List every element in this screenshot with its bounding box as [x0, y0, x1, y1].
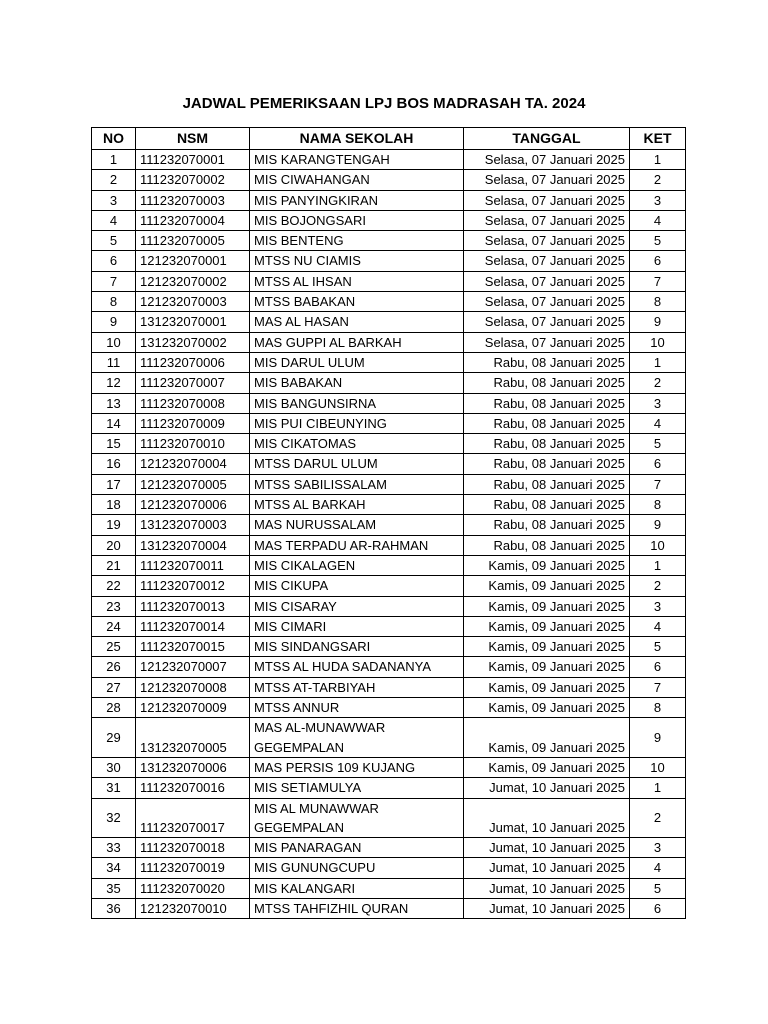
cell-nsm: 121232070004: [136, 454, 250, 474]
cell-ket: 4: [630, 616, 686, 636]
cell-nsm: 131232070006: [136, 757, 250, 777]
table-row: [92, 858, 686, 878]
cell-ket: 7: [630, 271, 686, 291]
cell-no: 30: [92, 757, 136, 777]
cell-nsm: 111232070006: [136, 352, 250, 372]
cell-no: 14: [92, 413, 136, 433]
cell-nama-sekolah: MTSS DARUL ULUM: [250, 454, 464, 474]
cell-tanggal: Selasa, 07 Januari 2025: [464, 231, 630, 251]
cell-nama-sekolah: MIS PUI CIBEUNYING: [250, 413, 464, 433]
cell-nama-sekolah: MAS GUPPI AL BARKAH: [250, 332, 464, 352]
table-row: [92, 637, 686, 657]
cell-no: 27: [92, 677, 136, 697]
cell-no: 25: [92, 637, 136, 657]
cell-ket: 1: [630, 150, 686, 170]
cell-ket: 3: [630, 596, 686, 616]
table-row: [92, 898, 686, 918]
cell-no: 3: [92, 190, 136, 210]
table-row: [92, 474, 686, 494]
table-row: [92, 718, 686, 758]
cell-nama-sekolah: MIS CIKUPA: [250, 576, 464, 596]
cell-nsm: 111232070010: [136, 434, 250, 454]
cell-nsm: 121232070005: [136, 474, 250, 494]
cell-nama-sekolah: MIS SINDANGSARI: [250, 637, 464, 657]
cell-nsm: 131232070005: [136, 718, 250, 758]
cell-nsm: 131232070001: [136, 312, 250, 332]
cell-ket: 6: [630, 454, 686, 474]
cell-nsm: 111232070005: [136, 231, 250, 251]
cell-nsm: 111232070002: [136, 170, 250, 190]
cell-tanggal: Kamis, 09 Januari 2025: [464, 616, 630, 636]
cell-no: 6: [92, 251, 136, 271]
table-row: [92, 576, 686, 596]
cell-nama-sekolah: MIS BABAKAN: [250, 373, 464, 393]
table-row: [92, 292, 686, 312]
cell-nsm: 111232070004: [136, 210, 250, 230]
cell-tanggal: Selasa, 07 Januari 2025: [464, 271, 630, 291]
cell-no: 13: [92, 393, 136, 413]
cell-nama-sekolah: MTSS AL HUDA SADANANYA: [250, 657, 464, 677]
table-row: [92, 190, 686, 210]
table-row: [92, 271, 686, 291]
cell-ket: 1: [630, 555, 686, 575]
table-row: [92, 657, 686, 677]
cell-ket: 10: [630, 757, 686, 777]
table-row: [92, 373, 686, 393]
cell-nama-sekolah: MIS CIWAHANGAN: [250, 170, 464, 190]
cell-no: 19: [92, 515, 136, 535]
cell-no: 36: [92, 898, 136, 918]
cell-tanggal: Kamis, 09 Januari 2025: [464, 657, 630, 677]
cell-nama-sekolah: MIS PANARAGAN: [250, 838, 464, 858]
cell-ket: 2: [630, 576, 686, 596]
table-row: [92, 210, 686, 230]
cell-no: 9: [92, 312, 136, 332]
cell-nsm: 121232070008: [136, 677, 250, 697]
cell-ket: 8: [630, 698, 686, 718]
cell-nama-sekolah: MTSS AL BARKAH: [250, 495, 464, 515]
cell-tanggal: Selasa, 07 Januari 2025: [464, 190, 630, 210]
cell-no: 26: [92, 657, 136, 677]
table-body: [92, 150, 686, 919]
cell-nsm: 111232070009: [136, 413, 250, 433]
cell-tanggal: Jumat, 10 Januari 2025: [464, 798, 630, 838]
cell-ket: 2: [630, 798, 686, 838]
table-row: [92, 778, 686, 798]
table-row: [92, 596, 686, 616]
cell-no: 28: [92, 698, 136, 718]
cell-no: 21: [92, 555, 136, 575]
cell-nsm: 111232070020: [136, 878, 250, 898]
cell-nama-sekolah: MIS CIMARI: [250, 616, 464, 636]
cell-no: 34: [92, 858, 136, 878]
cell-tanggal: Rabu, 08 Januari 2025: [464, 352, 630, 372]
cell-no: 2: [92, 170, 136, 190]
table-row: [92, 535, 686, 555]
cell-nama-sekolah: MIS DARUL ULUM: [250, 352, 464, 372]
cell-nama-sekolah: MIS BANGUNSIRNA: [250, 393, 464, 413]
cell-tanggal: Rabu, 08 Januari 2025: [464, 434, 630, 454]
table-row: [92, 515, 686, 535]
cell-nama-sekolah: MIS CISARAY: [250, 596, 464, 616]
cell-ket: 4: [630, 210, 686, 230]
cell-nama-sekolah: MAS AL HASAN: [250, 312, 464, 332]
cell-ket: 10: [630, 535, 686, 555]
cell-nama-sekolah: MIS CIKATOMAS: [250, 434, 464, 454]
cell-nsm: 111232070013: [136, 596, 250, 616]
cell-ket: 5: [630, 434, 686, 454]
table-row: [92, 454, 686, 474]
cell-nama-sekolah: MTSS NU CIAMIS: [250, 251, 464, 271]
table-row: [92, 878, 686, 898]
cell-nama-sekolah: MIS PANYINGKIRAN: [250, 190, 464, 210]
cell-no: 31: [92, 778, 136, 798]
cell-ket: 5: [630, 878, 686, 898]
cell-nsm: 111232070001: [136, 150, 250, 170]
header-no: NO: [92, 128, 136, 150]
table-row: [92, 332, 686, 352]
cell-nsm: 111232070019: [136, 858, 250, 878]
table-row: [92, 616, 686, 636]
cell-tanggal: Selasa, 07 Januari 2025: [464, 210, 630, 230]
cell-no: 35: [92, 878, 136, 898]
cell-no: 1: [92, 150, 136, 170]
header-ket: KET: [630, 128, 686, 150]
table-row: [92, 251, 686, 271]
cell-no: 23: [92, 596, 136, 616]
table-row: [92, 231, 686, 251]
cell-tanggal: Rabu, 08 Januari 2025: [464, 535, 630, 555]
cell-nama-sekolah: MAS PERSIS 109 KUJANG: [250, 757, 464, 777]
cell-ket: 8: [630, 495, 686, 515]
cell-ket: 3: [630, 838, 686, 858]
cell-nama-sekolah: MIS BOJONGSARI: [250, 210, 464, 230]
cell-nsm: 111232070017: [136, 798, 250, 838]
cell-nama-sekolah: MTSS SABILISSALAM: [250, 474, 464, 494]
cell-tanggal: Rabu, 08 Januari 2025: [464, 373, 630, 393]
cell-ket: 9: [630, 312, 686, 332]
cell-tanggal: Kamis, 09 Januari 2025: [464, 757, 630, 777]
table-row: [92, 555, 686, 575]
cell-nsm: 121232070002: [136, 271, 250, 291]
cell-no: 20: [92, 535, 136, 555]
cell-ket: 4: [630, 413, 686, 433]
cell-ket: 9: [630, 515, 686, 535]
cell-no: 22: [92, 576, 136, 596]
cell-tanggal: Selasa, 07 Januari 2025: [464, 251, 630, 271]
cell-ket: 8: [630, 292, 686, 312]
cell-nama-sekolah: MIS BENTENG: [250, 231, 464, 251]
cell-ket: 1: [630, 352, 686, 372]
cell-nsm: 111232070011: [136, 555, 250, 575]
cell-nsm: 131232070002: [136, 332, 250, 352]
cell-ket: 4: [630, 858, 686, 878]
cell-nama-sekolah: MTSS ANNUR: [250, 698, 464, 718]
cell-nama-sekolah: MTSS AL IHSAN: [250, 271, 464, 291]
cell-tanggal: Kamis, 09 Januari 2025: [464, 677, 630, 697]
schedule-table: [91, 127, 686, 919]
cell-no: 7: [92, 271, 136, 291]
cell-nama-sekolah: MIS AL MUNAWWAR GEGEMPALAN: [250, 798, 464, 838]
cell-tanggal: Kamis, 09 Januari 2025: [464, 698, 630, 718]
cell-ket: 2: [630, 170, 686, 190]
cell-no: 33: [92, 838, 136, 858]
cell-tanggal: Jumat, 10 Januari 2025: [464, 838, 630, 858]
cell-tanggal: Selasa, 07 Januari 2025: [464, 170, 630, 190]
cell-nsm: 121232070009: [136, 698, 250, 718]
cell-nama-sekolah: MTSS BABAKAN: [250, 292, 464, 312]
cell-tanggal: Selasa, 07 Januari 2025: [464, 292, 630, 312]
cell-ket: 6: [630, 898, 686, 918]
cell-nsm: 121232070007: [136, 657, 250, 677]
cell-nsm: 121232070001: [136, 251, 250, 271]
cell-nsm: 121232070010: [136, 898, 250, 918]
cell-nama-sekolah: MIS GUNUNGCUPU: [250, 858, 464, 878]
cell-ket: 7: [630, 474, 686, 494]
cell-ket: 3: [630, 393, 686, 413]
cell-no: 29: [92, 718, 136, 758]
table-row: [92, 434, 686, 454]
cell-nama-sekolah: MAS AL-MUNAWWAR GEGEMPALAN: [250, 718, 464, 758]
cell-nama-sekolah: MAS NURUSSALAM: [250, 515, 464, 535]
cell-tanggal: Kamis, 09 Januari 2025: [464, 576, 630, 596]
cell-no: 18: [92, 495, 136, 515]
table-row: [92, 798, 686, 838]
table-row: [92, 393, 686, 413]
cell-tanggal: Kamis, 09 Januari 2025: [464, 596, 630, 616]
cell-tanggal: Kamis, 09 Januari 2025: [464, 555, 630, 575]
cell-nsm: 111232070007: [136, 373, 250, 393]
cell-tanggal: Rabu, 08 Januari 2025: [464, 515, 630, 535]
cell-no: 15: [92, 434, 136, 454]
cell-tanggal: Kamis, 09 Januari 2025: [464, 718, 630, 758]
table-header-row: [92, 128, 686, 150]
cell-nsm: 111232070012: [136, 576, 250, 596]
cell-nama-sekolah: MAS TERPADU AR-RAHMAN: [250, 535, 464, 555]
table-row: [92, 150, 686, 170]
cell-ket: 10: [630, 332, 686, 352]
table-row: [92, 352, 686, 372]
cell-no: 8: [92, 292, 136, 312]
cell-nsm: 111232070003: [136, 190, 250, 210]
cell-nsm: 111232070018: [136, 838, 250, 858]
header-nsm: NSM: [136, 128, 250, 150]
cell-ket: 6: [630, 657, 686, 677]
cell-tanggal: Rabu, 08 Januari 2025: [464, 393, 630, 413]
page-title: JADWAL PEMERIKSAAN LPJ BOS MADRASAH TA. 2024: [182, 95, 586, 112]
cell-tanggal: Rabu, 08 Januari 2025: [464, 413, 630, 433]
table-row: [92, 698, 686, 718]
table-row: [92, 312, 686, 332]
cell-tanggal: Selasa, 07 Januari 2025: [464, 312, 630, 332]
table-row: [92, 495, 686, 515]
cell-tanggal: Jumat, 10 Januari 2025: [464, 898, 630, 918]
cell-ket: 9: [630, 718, 686, 758]
cell-no: 12: [92, 373, 136, 393]
table-row: [92, 838, 686, 858]
cell-nsm: 111232070008: [136, 393, 250, 413]
cell-nsm: 131232070004: [136, 535, 250, 555]
cell-no: 10: [92, 332, 136, 352]
cell-tanggal: Rabu, 08 Januari 2025: [464, 495, 630, 515]
header-tanggal: TANGGAL: [464, 128, 630, 150]
table-row: [92, 677, 686, 697]
cell-ket: 1: [630, 778, 686, 798]
cell-nsm: 111232070015: [136, 637, 250, 657]
cell-ket: 6: [630, 251, 686, 271]
cell-nsm: 111232070016: [136, 778, 250, 798]
cell-no: 24: [92, 616, 136, 636]
cell-nama-sekolah: MTSS TAHFIZHIL QURAN: [250, 898, 464, 918]
cell-nama-sekolah: MIS KALANGARI: [250, 878, 464, 898]
table-row: [92, 170, 686, 190]
cell-ket: 3: [630, 190, 686, 210]
cell-ket: 5: [630, 637, 686, 657]
cell-no: 5: [92, 231, 136, 251]
cell-tanggal: Jumat, 10 Januari 2025: [464, 878, 630, 898]
cell-tanggal: Rabu, 08 Januari 2025: [464, 474, 630, 494]
cell-tanggal: Rabu, 08 Januari 2025: [464, 454, 630, 474]
cell-ket: 5: [630, 231, 686, 251]
cell-nama-sekolah: MIS KARANGTENGAH: [250, 150, 464, 170]
cell-tanggal: Selasa, 07 Januari 2025: [464, 150, 630, 170]
cell-no: 32: [92, 798, 136, 838]
cell-nama-sekolah: MTSS AT-TARBIYAH: [250, 677, 464, 697]
table-row: [92, 413, 686, 433]
cell-tanggal: Kamis, 09 Januari 2025: [464, 637, 630, 657]
cell-nsm: 131232070003: [136, 515, 250, 535]
cell-nama-sekolah: MIS CIKALAGEN: [250, 555, 464, 575]
cell-nsm: 111232070014: [136, 616, 250, 636]
header-nama-sekolah: NAMA SEKOLAH: [250, 128, 464, 150]
cell-no: 17: [92, 474, 136, 494]
cell-tanggal: Selasa, 07 Januari 2025: [464, 332, 630, 352]
cell-nsm: 121232070006: [136, 495, 250, 515]
cell-tanggal: Jumat, 10 Januari 2025: [464, 778, 630, 798]
cell-ket: 7: [630, 677, 686, 697]
table-row: [92, 757, 686, 777]
cell-no: 16: [92, 454, 136, 474]
cell-no: 11: [92, 352, 136, 372]
cell-nsm: 121232070003: [136, 292, 250, 312]
cell-nama-sekolah: MIS SETIAMULYA: [250, 778, 464, 798]
cell-tanggal: Jumat, 10 Januari 2025: [464, 858, 630, 878]
cell-ket: 2: [630, 373, 686, 393]
cell-no: 4: [92, 210, 136, 230]
